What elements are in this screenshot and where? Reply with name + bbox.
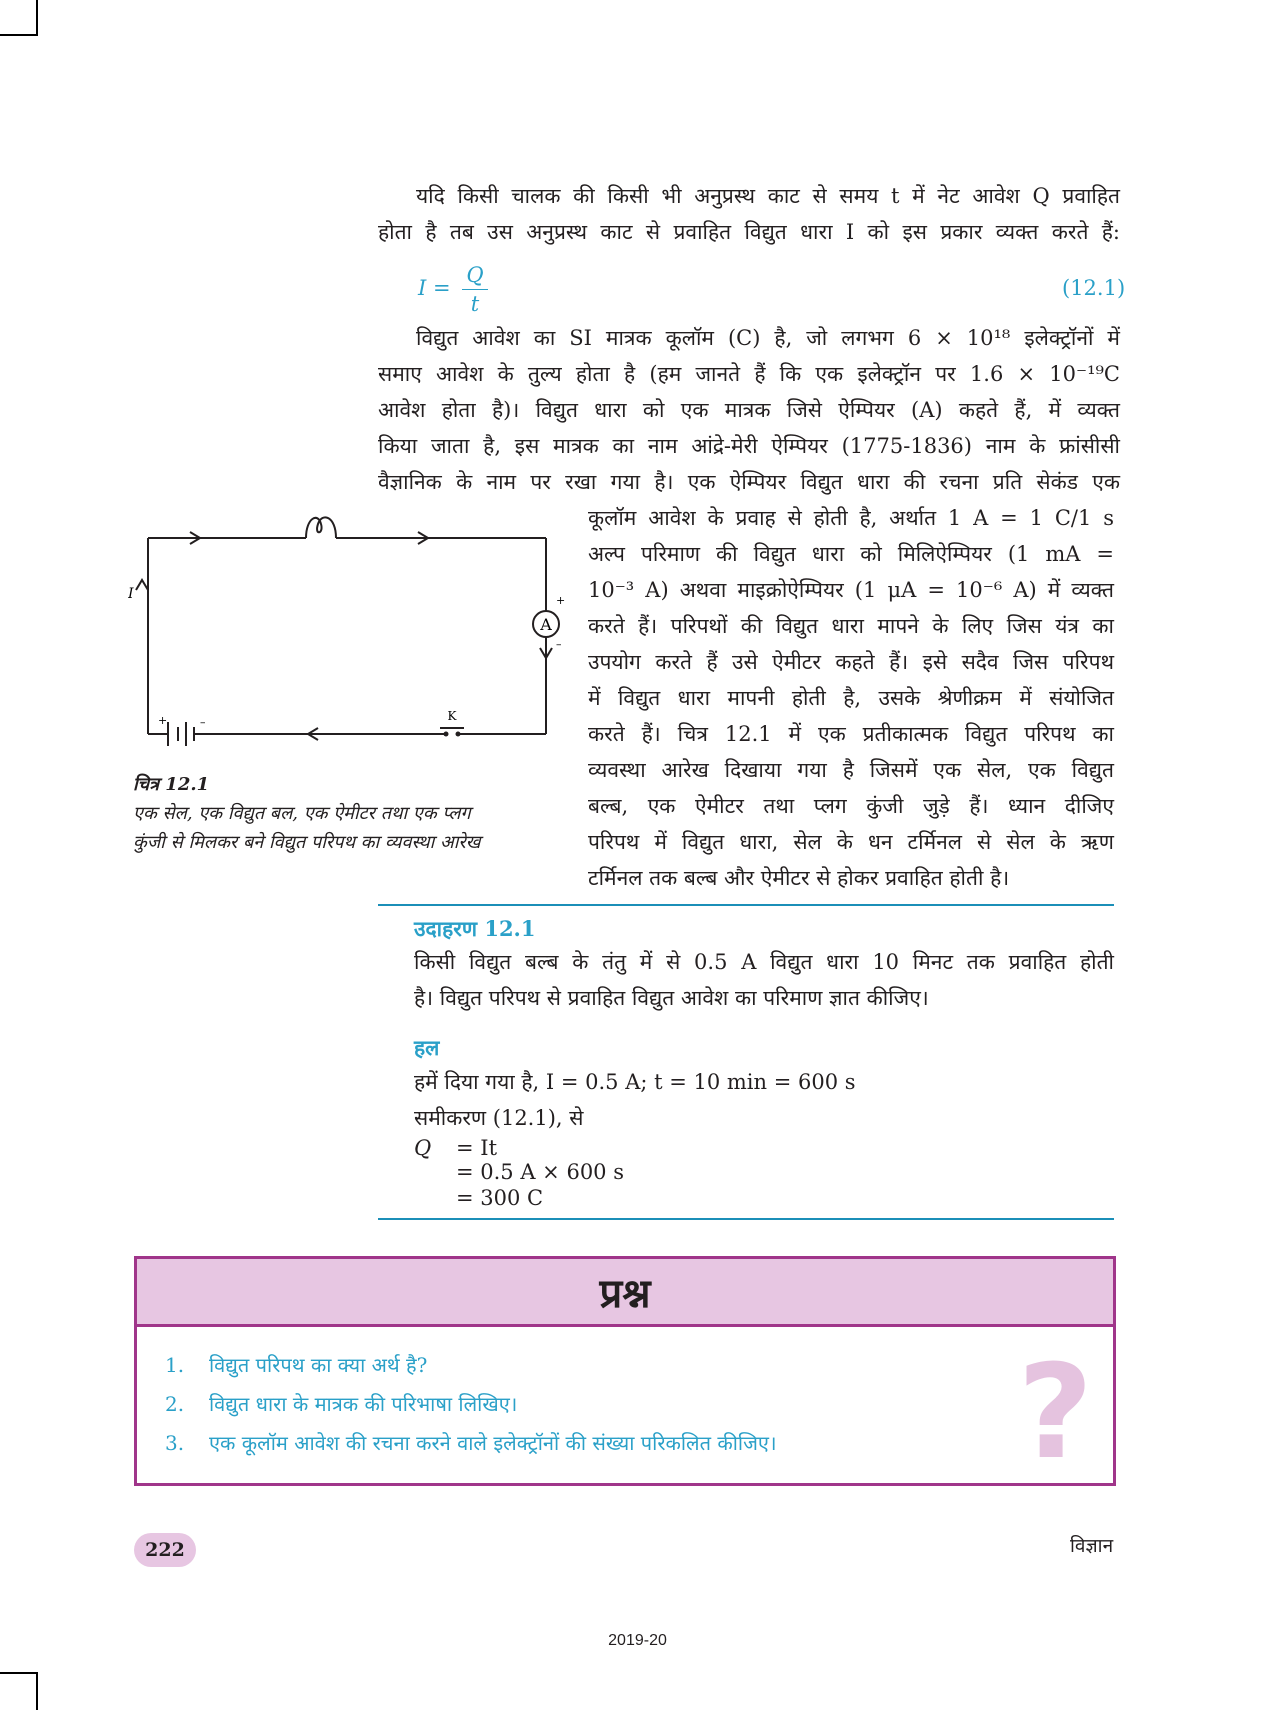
equation-numerator: Q bbox=[466, 263, 484, 287]
example-text bbox=[414, 944, 1114, 1016]
figure-caption bbox=[133, 770, 553, 857]
question-number: 1. bbox=[165, 1353, 185, 1377]
book-title: विज्ञान bbox=[1070, 1535, 1114, 1557]
text-line: करते हैं। परिपथों की विद्युत धारा मापने के लिए जिस यंत्र का bbox=[588, 614, 1114, 638]
question-mark-icon: ? bbox=[1017, 1336, 1093, 1488]
solution-given: हमें दिया गया है, I = 0.5 A; t = 10 min = 600 s bbox=[414, 1070, 856, 1094]
circuit-diagram bbox=[128, 498, 568, 768]
crop-mark bbox=[36, 1672, 38, 1710]
crop-mark bbox=[36, 0, 38, 36]
question-number: 3. bbox=[165, 1431, 185, 1455]
caption-line: एक सेल, एक विद्युत बल, एक ऐमीटर तथा एक प्लग bbox=[133, 803, 471, 824]
figure-title: चित्र 12.1 bbox=[133, 774, 210, 795]
caption-line: कुंजी से मिलकर बने विद्युत परिपथ का व्यवस्था आरेख bbox=[133, 832, 481, 853]
edition-year: 2019-20 bbox=[608, 1632, 667, 1649]
question-text: एक कूलॉम आवेश की रचना करने वाले इलेक्ट्रॉनों की संख्या परिकलित कीजिए। bbox=[209, 1431, 777, 1455]
arrow-up-icon bbox=[136, 580, 148, 590]
question-item bbox=[165, 1390, 517, 1417]
text-line: व्यवस्था आरेख दिखाया गया है जिसमें एक सेल, एक विद्युत bbox=[588, 758, 1114, 782]
question-text: विद्युत परिपथ का क्या अर्थ है? bbox=[209, 1353, 428, 1377]
crop-mark bbox=[0, 1672, 38, 1674]
solution-from: समीकरण (12.1), से bbox=[414, 1106, 584, 1130]
text-line: टर्मिनल तक बल्ब और ऐमीटर से होकर प्रवाहित होती है। bbox=[588, 866, 1010, 890]
questions-box bbox=[134, 1256, 1116, 1486]
crop-mark bbox=[0, 34, 38, 36]
text-line: अल्प परिमाण की विद्युत धारा को मिलिऐम्पियर (1 mA = bbox=[588, 542, 1114, 566]
cell-minus: – bbox=[200, 716, 206, 729]
text-line: परिपथ में विद्युत धारा, सेल के धन टर्मिनल से सेल के ऋण bbox=[588, 830, 1114, 854]
equation-fraction bbox=[460, 262, 490, 317]
intro-paragraph bbox=[378, 178, 1120, 250]
ammeter-minus: – bbox=[556, 638, 562, 651]
example-bottom-rule bbox=[378, 1218, 1114, 1220]
page-number: 222 bbox=[134, 1533, 196, 1567]
solution-title: हल bbox=[414, 1035, 440, 1060]
bulb-symbol bbox=[306, 517, 336, 538]
cell-plus: + bbox=[158, 714, 168, 727]
equation-denominator: t bbox=[470, 292, 480, 316]
text-line: 10⁻³ A) अथवा माइक्रोऐम्पियर (1 μA = 10⁻⁶ A) में व्यक्त bbox=[588, 578, 1114, 602]
si-unit-paragraph bbox=[378, 320, 1120, 500]
text-line: आवेश होता है)। विद्युत धारा को एक मात्रक जिसे ऐम्पियर (A) कहते हैं, में व्यक्त bbox=[378, 398, 1120, 422]
ammeter-label: A bbox=[540, 615, 552, 634]
key-label: K bbox=[447, 709, 457, 723]
text-line: करते हैं। चित्र 12.1 में एक प्रतीकात्मक विद्युत परिपथ का bbox=[588, 722, 1114, 746]
questions-header bbox=[137, 1259, 1113, 1327]
text-line: विद्युत आवेश का SI मात्रक कूलॉम (C) है, जो लगभग 6 × 10¹⁸ इलेक्ट्रॉनों में bbox=[416, 326, 1120, 350]
text-line: किया जाता है, इस मात्रक का नाम आंद्रे-मेरी ऐम्पियर (1775-1836) नाम के फ्रांसीसी bbox=[378, 434, 1120, 458]
text-line: समाए आवेश के तुल्य होता है (हम जानते हैं कि एक इलेक्ट्रॉन पर 1.6 × 10⁻¹⁹C bbox=[378, 362, 1120, 386]
equation-lhs: I = bbox=[418, 276, 451, 300]
ammeter-paragraph bbox=[588, 500, 1114, 896]
questions-heading: प्रश्न bbox=[599, 1270, 651, 1317]
ammeter-plus: + bbox=[556, 594, 566, 607]
text-line: यदि किसी चालक की किसी भी अनुप्रस्थ काट से समय t में नेट आवेश Q प्रवाहित bbox=[416, 184, 1120, 208]
example-top-rule bbox=[378, 904, 1114, 906]
equation-number: (12.1) bbox=[1062, 276, 1126, 300]
text-line: किसी विद्युत बल्ब के तंतु में से 0.5 A विद्युत धारा 10 मिनट तक प्रवाहित होती bbox=[414, 950, 1114, 974]
solution-q: Q bbox=[414, 1136, 432, 1160]
solution-step: = 0.5 A × 600 s bbox=[456, 1160, 624, 1184]
question-item bbox=[165, 1351, 427, 1378]
text-line: बल्ब, एक ऐमीटर तथा प्लग कुंजी जुड़े हैं। ध्यान दीजिए bbox=[588, 794, 1114, 818]
text-line: में विद्युत धारा मापनी होती है, उसके श्रेणीक्रम में संयोजित bbox=[588, 686, 1114, 710]
solution-step: = It bbox=[456, 1136, 498, 1160]
question-item bbox=[165, 1429, 777, 1456]
text-line: कूलॉम आवेश के प्रवाह से होती है, अर्थात 1 A = 1 C/1 s bbox=[588, 506, 1114, 530]
question-number: 2. bbox=[165, 1392, 185, 1416]
solution-step: = 300 C bbox=[456, 1186, 544, 1210]
fraction-bar bbox=[462, 289, 488, 290]
text-line: है। विद्युत परिपथ से प्रवाहित विद्युत आवेश का परिमाण ज्ञात कीजिए। bbox=[414, 986, 929, 1010]
current-label: I bbox=[128, 586, 134, 602]
question-text: विद्युत धारा के मात्रक की परिभाषा लिखिए। bbox=[209, 1392, 518, 1416]
example-title: उदाहरण 12.1 bbox=[414, 916, 536, 941]
text-line: वैज्ञानिक के नाम पर रखा गया है। एक ऐम्पियर विद्युत धारा की रचना प्रति सेकंड एक bbox=[378, 470, 1120, 494]
text-line: होता है तब उस अनुप्रस्थ काट से प्रवाहित विद्युत धारा I को इस प्रकार व्यक्त करते हैं: bbox=[378, 220, 1120, 244]
text-line: उपयोग करते हैं उसे ऐमीटर कहते हैं। इसे सदैव जिस परिपथ bbox=[588, 650, 1114, 674]
